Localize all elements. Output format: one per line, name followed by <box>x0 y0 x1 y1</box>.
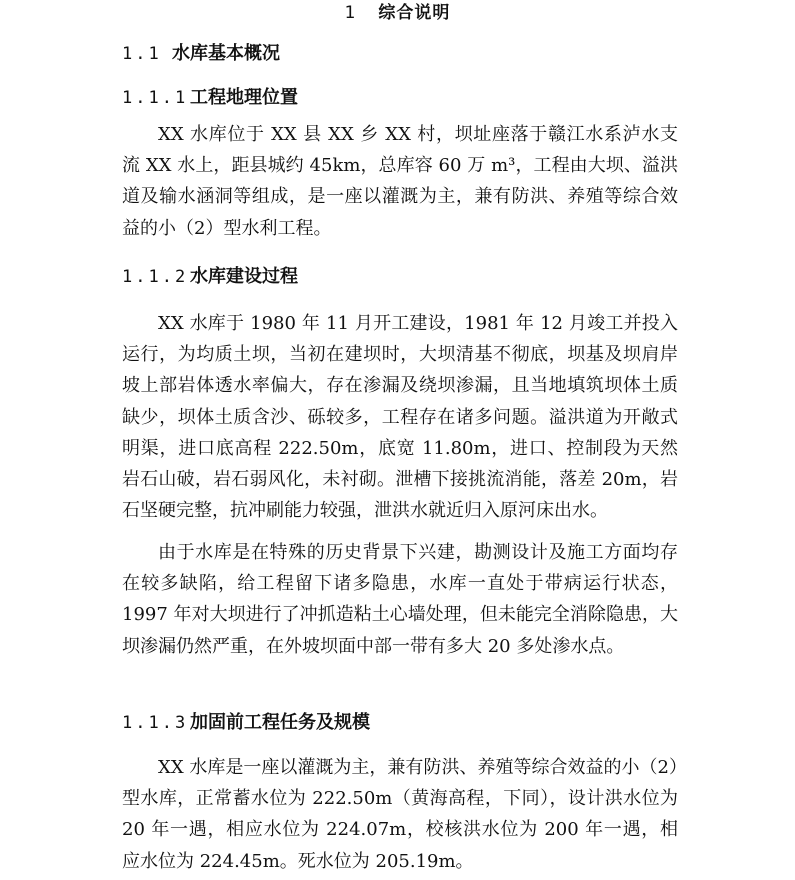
subsection-number: 1.1.1 <box>122 88 189 108</box>
subsection-heading-3 <box>122 711 370 735</box>
section-number: 1.1 <box>122 44 162 64</box>
paragraph: 由于水库是在特殊的历史背景下兴建，勘测设计及施工方面均存在较多缺陷，给工程留下诸多隐患，水库一直处于带病运行状态，1997 年对大坝进行了冲抓造粘土心墙处理，但未能完全消除隐患，大坝渗漏仍然严重，在外坡坝面中部一带有多大 20 多处渗水点。 <box>122 542 678 657</box>
subsection-title: 加固前工程任务及规模 <box>190 712 370 733</box>
subsection-number: 1.1.2 <box>122 267 189 287</box>
subsection-title: 水库建设过程 <box>190 266 298 287</box>
paragraph: XX 水库位于 XX 县 XX 乡 XX 村，坝址座落于赣江水系泸水支流 XX 水上，距县城约 45km，总库容 60 万 m³，工程由大坝、溢洪道及输水涵洞等组成，是一座以灌溉为主，兼有防洪、养殖等综合效益的小（2）型水利工程。 <box>122 124 678 239</box>
subsection-number: 1.1.3 <box>122 713 189 733</box>
subsection-heading-2 <box>122 265 298 289</box>
section-title: 水库基本概况 <box>172 43 280 64</box>
chapter-number: 1 <box>344 3 357 23</box>
chapter-title <box>0 2 795 24</box>
paragraph: XX 水库是一座以灌溉为主，兼有防洪、养殖等综合效益的小（2）型水库，正常蓄水位为 222.50m（黄海高程，下同），设计洪水位为 20 年一遇，相应水位为 224.07m，校核洪水位为 200 年一遇，相应水位为 224.45m。死水位为 205.19m。 <box>122 757 678 872</box>
section-heading <box>122 42 280 66</box>
chapter-title-text: 综合说明 <box>378 3 451 23</box>
subsection-title: 工程地理位置 <box>190 87 298 108</box>
subsection-heading-1 <box>122 86 298 110</box>
paragraph: XX 水库于 1980 年 11 月开工建设，1981 年 12 月竣工并投入运行，为均质土坝，当初在建坝时，大坝清基不彻底，坝基及坝肩岸坡上部岩体透水率偏大，存在渗漏及绕坝渗漏，且当地填筑坝体土质缺少，坝体土质含沙、砾较多，工程存在诸多问题。溢洪道为开敞式明渠，进口底高程 222.50m，底宽 11.80m，进口、控制段为天然岩石山破，岩石弱风化，未衬砌。泄槽下接挑流消能，落差 20m，岩石坚硬完整，抗冲刷能力较强，泄洪水就近归入原河床出水。 <box>122 313 678 522</box>
